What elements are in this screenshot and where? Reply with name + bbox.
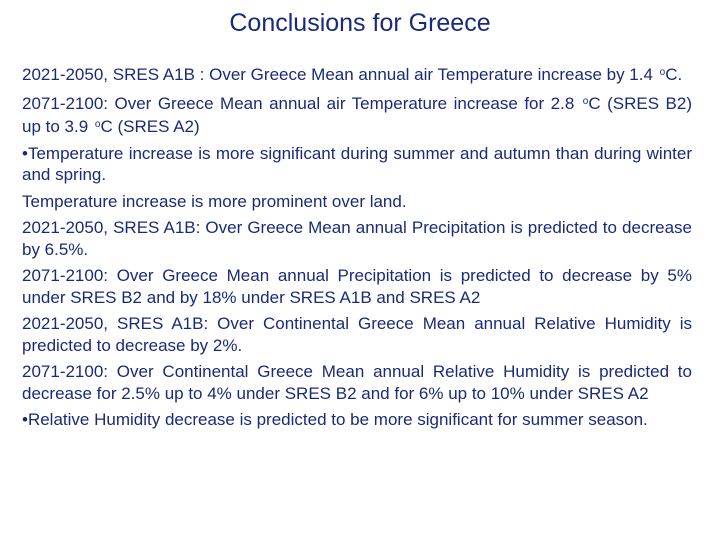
conclusions-text xyxy=(22,62,692,436)
paragraph-text: (SRES B2) up to 3.9 xyxy=(22,93,692,136)
temperature-unit xyxy=(658,65,683,84)
unit-letter: C xyxy=(588,93,601,113)
paragraph-text: Temperature increase is more prominent over land. xyxy=(22,191,407,211)
unit-letter: C. xyxy=(665,65,683,84)
slide-title: Conclusions for Greece xyxy=(229,9,491,37)
conclusion-paragraph xyxy=(22,265,692,308)
conclusion-paragraph xyxy=(22,217,692,260)
conclusion-paragraph xyxy=(22,91,692,138)
paragraph-text: 2021-2050, SRES A1B: Over Greece Mean annual Precipitation is predicted to decrease by 6.5%. xyxy=(22,218,692,259)
conclusion-paragraph xyxy=(22,361,692,404)
conclusion-paragraph xyxy=(22,409,692,431)
paragraph-text: 2071-2100: Over Greece Mean annual Precipitation is predicted to decrease by 5% under SRES B2 and by 18% under SRES A1B and SRES A2 xyxy=(22,266,692,307)
paragraph-text: •Relative Humidity decrease is predicted to be more significant for summer season. xyxy=(22,410,648,429)
conclusion-paragraph xyxy=(22,62,692,86)
degree-symbol: o xyxy=(94,119,101,130)
conclusion-paragraph xyxy=(22,143,692,186)
paragraph-text: 2071-2100: Over Greece Mean annual air Temperature increase for 2.8 xyxy=(22,93,581,113)
temperature-unit xyxy=(93,117,113,136)
paragraph-text: (SRES A2) xyxy=(112,117,200,136)
conclusion-paragraph xyxy=(22,191,692,213)
degree-symbol: o xyxy=(582,95,589,107)
paragraph-text: 2021-2050, SRES A1B: Over Continental Greece Mean annual Relative Humidity is predicted to decrease by 2%. xyxy=(22,314,692,355)
degree-symbol: o xyxy=(659,67,666,78)
paragraph-text: •Temperature increase is more significant during summer and autumn than during winter and spring. xyxy=(22,143,692,184)
conclusion-paragraph xyxy=(22,313,692,356)
paragraph-text: 2071-2100: Over Continental Greece Mean annual Relative Humidity is predicted to decrease for 2.5% up to 4% under SRES B2 and for 6% up to 10% under SRES A2 xyxy=(22,362,692,403)
temperature-unit xyxy=(581,94,601,113)
paragraph-text: 2021-2050, SRES A1B : Over Greece Mean annual air Temperature increase by 1.4 xyxy=(22,65,658,84)
unit-letter: C xyxy=(100,117,113,136)
